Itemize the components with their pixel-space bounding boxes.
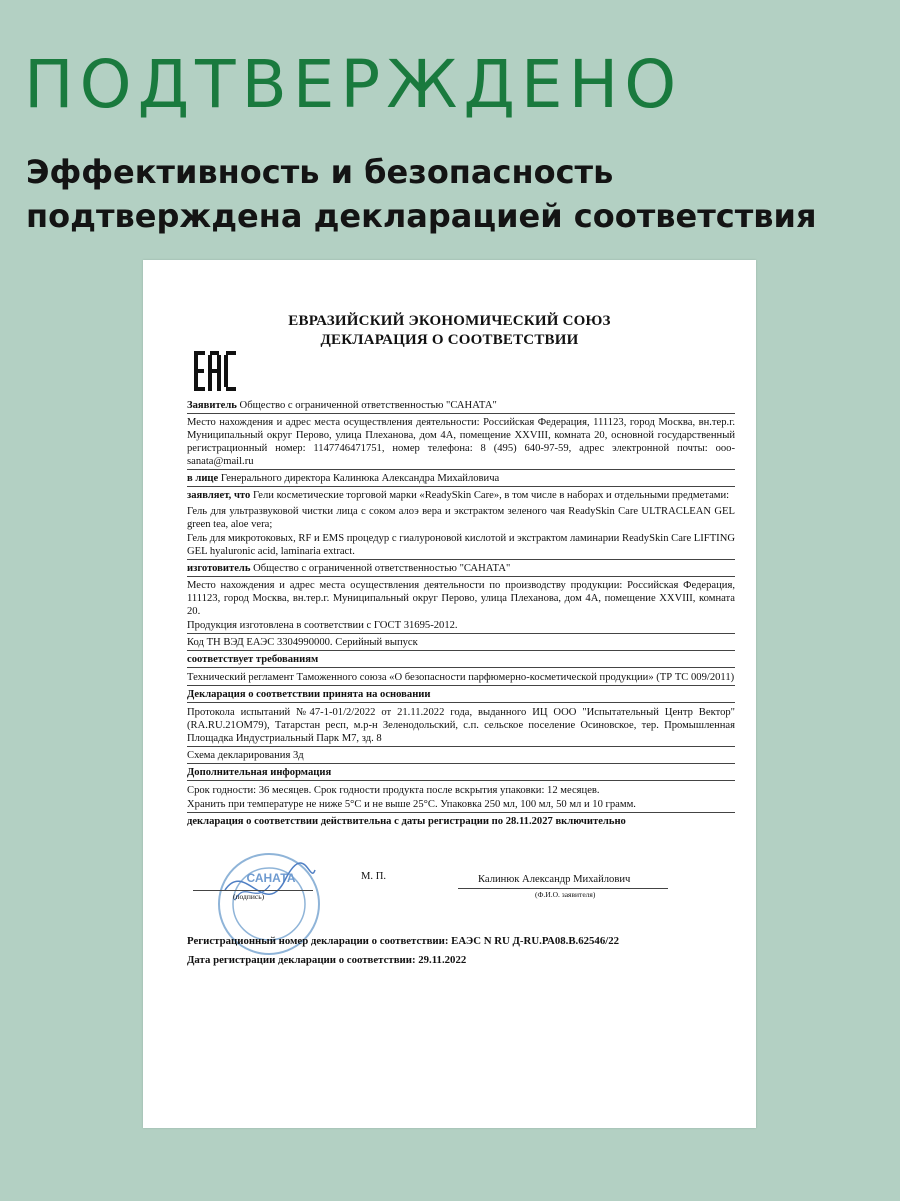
signer-caption: (Ф.И.О. заявителя) bbox=[535, 890, 596, 899]
registration-date: Дата регистрации декларации о соответствии: 29.11.2022 bbox=[187, 954, 467, 966]
additional-label: Дополнительная информация bbox=[187, 766, 735, 781]
manufacturer-row bbox=[187, 562, 735, 577]
manufacturer-label: изготовитель bbox=[187, 563, 251, 574]
stamp-text: САНАТА bbox=[246, 871, 296, 885]
eac-logo-icon bbox=[193, 349, 237, 393]
product-2-row: Гель для микротоковых, RF и EMS процедур с гиалуроновой кислотой и экстрактом ламинарии ReadySkin Care LIFTING GEL hyaluronic acid, laminaria extract. bbox=[187, 532, 735, 560]
document-title-line-2: ДЕКЛАРАЦИЯ О СООТВЕТСТВИИ bbox=[320, 332, 579, 348]
signer-name: Калинюк Александр Михайлович bbox=[478, 874, 631, 885]
declares-value: Гели косметические торговой марки «ReadySkin Care», в том числе в наборах и отдельными предметами: bbox=[250, 490, 730, 501]
applicant-row bbox=[187, 399, 735, 414]
person-row bbox=[187, 472, 735, 487]
scheme-row: Схема декларирования 3д bbox=[187, 749, 735, 764]
code-row: Код ТН ВЭД ЕАЭС 3304990000. Серийный выпуск bbox=[187, 636, 735, 651]
registration-number: Регистрационный номер декларации о соответствии: ЕАЭС N RU Д-RU.РА08.В.62546/22 bbox=[187, 935, 620, 947]
headline: ПОДТВЕРЖДЕНО bbox=[24, 46, 683, 123]
declares-row bbox=[187, 489, 735, 503]
production-address-row: Место нахождения и адрес места осуществления деятельности по производству продукции: Российская Федерация, 111123, город Москва, вн.тер.г. Муниципальный округ Перово, улица Плеханова, дом 4А, помещение XXVIII, комната 20. bbox=[187, 580, 735, 617]
gost-row: Продукция изготовлена в соответствии с ГОСТ 31695-2012. bbox=[187, 619, 735, 634]
subheadline-line-2: подтверждена декларацией соответствия bbox=[26, 197, 817, 235]
document-title-line-1: ЕВРАЗИЙСКИЙ ЭКОНОМИЧЕСКИЙ СОЮЗ bbox=[288, 313, 611, 329]
address-row: Место нахождения и адрес места осуществления деятельности: Российская Федерация, 111123, город Москва, вн.тер.г. Муниципальный округ Перово, улица Плеханова, дом 4А, помещение XXVIII, комната 20, основной государственный регистрационный номер: 1147746471751, номер телефона: 8 (495) 640-97-59, адрес электронной почты: ooo-sanata@mail.ru bbox=[187, 416, 735, 470]
additional-line-2: Хранить при температуре не ниже 5°С и не выше 25°С. Упаковка 250 мл, 100 мл, 50 мл и 10 грамм. bbox=[187, 798, 735, 813]
additional-line-1: Срок годности: 36 месяцев. Срок годности продукта после вскрытия упаковки: 12 месяцев. bbox=[187, 785, 600, 796]
basis-label: Декларация о соответствии принята на основании bbox=[187, 688, 735, 703]
signature-caption: (подпись) bbox=[233, 892, 265, 901]
requirements-label: соответствует требованиям bbox=[187, 653, 735, 668]
person-value: Генерального директора Калинюка Александра Михайловича bbox=[218, 473, 500, 484]
requirements-value: Технический регламент Таможенного союза «О безопасности парфюмерно-косметической продукции» (ТР ТС 009/2011) bbox=[187, 671, 735, 686]
document-title bbox=[143, 312, 756, 350]
subheadline bbox=[26, 150, 886, 238]
validity-row: декларация о соответствии действительна с даты регистрации по 28.11.2027 включительно bbox=[187, 816, 626, 827]
person-label: в лице bbox=[187, 473, 219, 484]
applicant-value: Общество с ограниченной ответственностью "САНАТА" bbox=[236, 400, 497, 411]
mp-label: М. П. bbox=[361, 871, 387, 882]
signature-line bbox=[193, 890, 313, 891]
signer-line bbox=[458, 888, 668, 889]
declares-label: заявляет, что bbox=[187, 490, 251, 501]
manufacturer-value: Общество с ограниченной ответственностью "САНАТА" bbox=[250, 563, 511, 574]
product-1-row: Гель для ультразвуковой чистки лица с соком алоэ вера и экстрактом зеленого чая ReadySkin Care ULTRACLEAN GEL green tea, aloe vera; bbox=[187, 506, 735, 530]
subheadline-line-1: Эффективность и безопасность bbox=[26, 153, 614, 191]
applicant-label: Заявитель bbox=[187, 400, 237, 411]
document-body bbox=[187, 399, 735, 831]
declaration-document bbox=[143, 260, 756, 1128]
basis-value: Протокола испытаний №47-1-01/2/2022 от 21.11.2022 года, выданного ИЦ ООО "Испытательный Центр Вектор" (RA.RU.21ОМ79), Татарстан респ, м.р-н Зеленодольский, с.п. сельское поселение Осиновское, тер. Промышленная Площадка Индустриальный Парк М7, зд. 8 bbox=[187, 706, 735, 747]
